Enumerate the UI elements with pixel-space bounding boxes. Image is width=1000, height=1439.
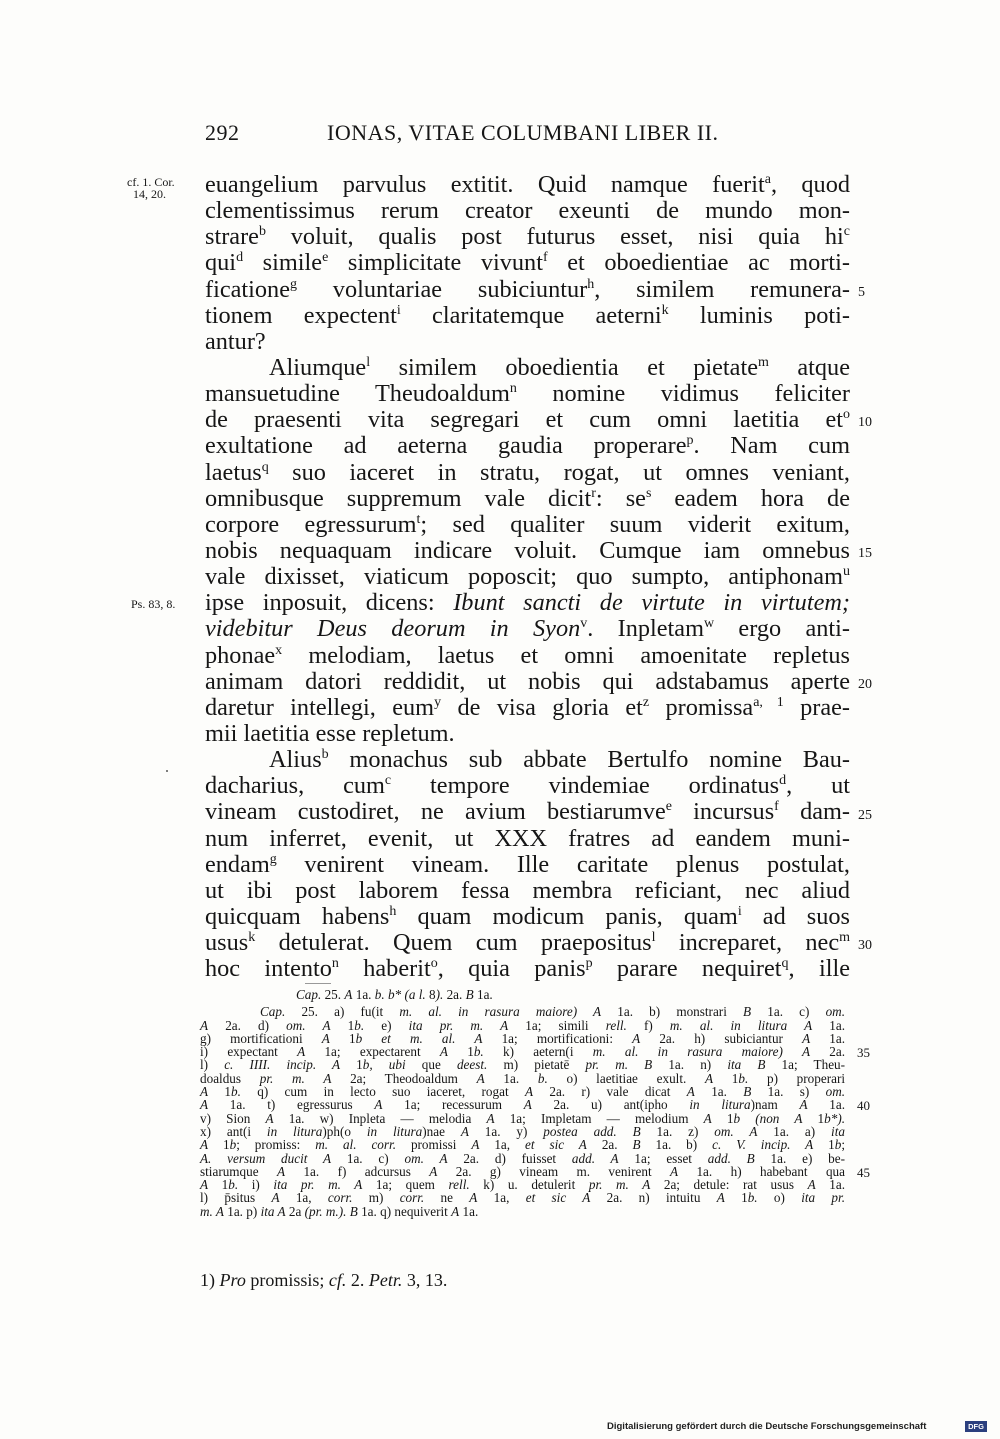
line-number: 10 <box>858 415 872 431</box>
apparatus-line: A 1a. t) egressurus A 1a; recessurum A 2a. u) ant(ipho in litura)nam A 1a. <box>200 1097 845 1113</box>
text-line: laetus$^q$ suo iaceret in stratu, rogat, ut omnes veniant, <box>205 458 850 486</box>
text-line: usus$^k$ detulerat. Quem cum praepositus$^l$ increparet, nec$^m$ <box>205 929 850 957</box>
text-line: antur? <box>205 327 266 355</box>
apparatus-line: A. versum ducit A 1a. c) om. A 2a. d) fuisset add. A 1a; esset add. B 1a. e) be- <box>200 1150 845 1166</box>
main-text <box>205 172 850 982</box>
text-line: Alius$^b$ monachus sub abbate Bertulfo nomine Bau- <box>269 746 850 774</box>
apparatus-line: A 1b. i) ita pr. m. A 1a; quem rell. k) u. detulerit pr. m. A 2a; detule: rat usus A 1a. <box>200 1177 845 1193</box>
text-line: omnibusque suppremum vale dicit$^r$: $se^s$ eadem hora de <box>205 484 850 512</box>
text-line: dacharius, cum$^c$ tempore vindemiae ordinatus$^d$, ut <box>205 772 850 800</box>
apparatus-line: m. A 1a. p) ita A 2a (pr. m.). B 1a. q) nequiverit A 1a. <box>200 1203 479 1219</box>
running-title: IONAS, VITAE COLUMBANI LIBER II. <box>327 120 719 145</box>
text-line: vale dixisset, viaticum poposcit; quo sumpto, antiphonam$^u$ <box>205 563 850 591</box>
apparatus-line: doaldus pr. m. A 2a; Theodoaldum A 1a. b. o) laetitiae exult. A 1b. p) properari <box>200 1070 846 1086</box>
text-line: ficatione$^g$ voluntariae subiciuntur$^h$, similem remunera- <box>205 275 850 303</box>
text-line: de praesenti vita segregari et cum omni laetitia $et^o$ <box>205 406 850 434</box>
text-line: qui$^d$ simile$^e$ simplicitate vivunt$^f$ et oboedientiae ac morti- <box>205 249 851 277</box>
text-line: num inferret, evenit, ut XXX fratres ad eandem muni- <box>205 824 850 852</box>
apparatus-line: v) Sion A 1a. w) Inpleta — melodia A 1a; Impletam — melodium A 1b (non A 1b*). <box>200 1110 846 1126</box>
apparatus-line-number: 40 <box>857 1098 870 1114</box>
apparatus-line: Cap. 25. a) fu(it m. al. in rasura maiore) A 1a. b) monstrari B 1a. c) om. <box>260 1004 845 1020</box>
text-line: Aliumque$^l$ similem oboedientia et pietate$^m$ atque <box>269 353 850 381</box>
text-line: videbitur Deus deorum in Syon$^v$. Inpletam$^w$ ergo anti- <box>205 615 850 643</box>
text-line: quicquam habens$^h$ quam modicum panis, quam$^i$ ad suos <box>205 902 851 930</box>
text-line: endam$^g$ venirent vineam. Ille caritate plenus postulat, <box>205 850 850 878</box>
print-speck <box>166 770 168 772</box>
apparatus-divider <box>305 983 331 984</box>
line-number: 30 <box>858 938 872 954</box>
text-line: strare$^b$ voluit, qualis post futurus esset, nisi quia $hi^c$ <box>205 223 850 251</box>
apparatus-line-number: 45 <box>857 1164 870 1180</box>
text-line: vineam custodiret, ne avium bestiarumve$^e$ incursus$^f$ dam- <box>205 798 850 826</box>
line-number: 25 <box>858 807 872 823</box>
text-line: ipse inposuit, dicens: Ibunt sancti de virtute in virtutem; <box>205 589 850 617</box>
running-header <box>205 120 825 150</box>
apparatus-line: A 1b. q) cum in lecto suo iaceret, rogat A 2a. r) vale dicat A 1a. B 1a. s) om. <box>200 1084 846 1100</box>
line-number: 15 <box>858 546 872 562</box>
apparatus-line: Cap. 25. A 1a. b. b* (a l. 8). 2a. B 1a. <box>296 987 493 1002</box>
page-number: 292 <box>205 120 240 145</box>
apparatus-line: g) mortificationi A 1b et m. al. A 1a; mortificationi: A 2a. h) subiciantur A 1a. <box>200 1030 846 1046</box>
footnote: 1) Pro promissis; cf. 2. Petr. 3, 13. <box>200 1270 448 1290</box>
text-line: exultatione ad aeterna gaudia properare$^p$. Nam cum <box>205 432 850 460</box>
dfg-logo-icon: DFG <box>965 1421 987 1432</box>
apparatus-line: l) c. IIII. incip. A 1b, ubi que deest. m) pietatē pr. m. B 1a. n) ita B 1a; Theu- <box>200 1057 846 1073</box>
apparatus-line: stiarumque A 1a. f) adcursus A 2a. g) vineam m. venirent A 1a. h) habebant qua <box>200 1163 846 1179</box>
text-line: nobis nequaquam indicare voluit. Cumque iam omnebus <box>205 536 850 564</box>
margin-reference: Ps. 83, 8. <box>131 597 176 612</box>
margin-reference: cf. 1. Cor. 14, 20. <box>127 175 175 201</box>
apparatus-line: i) expectant A 1a; expectarent A 1b. k) aetern(i m. al. in rasura maiore) A 2a. <box>200 1044 846 1060</box>
line-number: 5 <box>858 284 865 300</box>
text-line: daretur intellegi, eum$^y$ de visa gloria $et^z$ promissa$^{a, 1}$ prae- <box>205 693 850 721</box>
text-line: tionem expectent$^i$ claritatemque aeterni$^k$ luminis poti- <box>205 301 851 329</box>
text-line: mii laetitia esse repletum. <box>205 719 455 747</box>
critical-apparatus <box>200 988 845 1218</box>
text-line: ut ibi post laborem fessa membra reficiant, nec aliud <box>205 876 850 904</box>
text-line: euangelium parvulus extitit. Quid namque fuerit$^a$, quod <box>205 171 850 198</box>
text-line: clementissimus rerum creator exeunti de mundo mon- <box>205 197 850 225</box>
apparatus-line-number: 35 <box>857 1045 870 1061</box>
apparatus-line: A 1b; promiss: m. al. corr. promissi A 1a, et sic A 2a. B 1a. b) c. V. incip. A 1b; <box>200 1137 846 1153</box>
text-line: hoc intento$^n$ haberit$^o$, quia panis$^p$ parare nequiret$^q$, ille <box>205 955 850 983</box>
text-line: mansuetudine Theudoaldum$^n$ nomine vidimus feliciter <box>205 380 850 408</box>
apparatus-line: A 2a. d) om. A 1b. e) ita pr. m. A 1a; simili rell. f) m. al. in litura A 1a. <box>200 1017 846 1033</box>
line-number: 20 <box>858 676 872 692</box>
text-line: phonae$^x$ melodiam, laetus et omni amoenitate repletus <box>205 641 850 669</box>
apparatus-line: l) p̄situs A 1a, corr. m) corr. ne A 1a, et sic A 2a. n) intuitu A 1b. o) ita pr. <box>200 1190 845 1206</box>
text-line: corpore egressurum$^t$; sed qualiter suum viderit exitum, <box>205 510 850 538</box>
digitization-credit: Digitalisierung gefördert durch die Deutsche Forschungsgemeinschaft <box>607 1421 927 1432</box>
apparatus-line: x) ant(i in litura)ph(o in litura)nae A 1a. y) postea add. B 1a. z) om. A 1a. a) ita <box>200 1123 845 1139</box>
text-line: animam datori reddidit, ut nobis qui adstabamus aperte <box>205 667 850 695</box>
